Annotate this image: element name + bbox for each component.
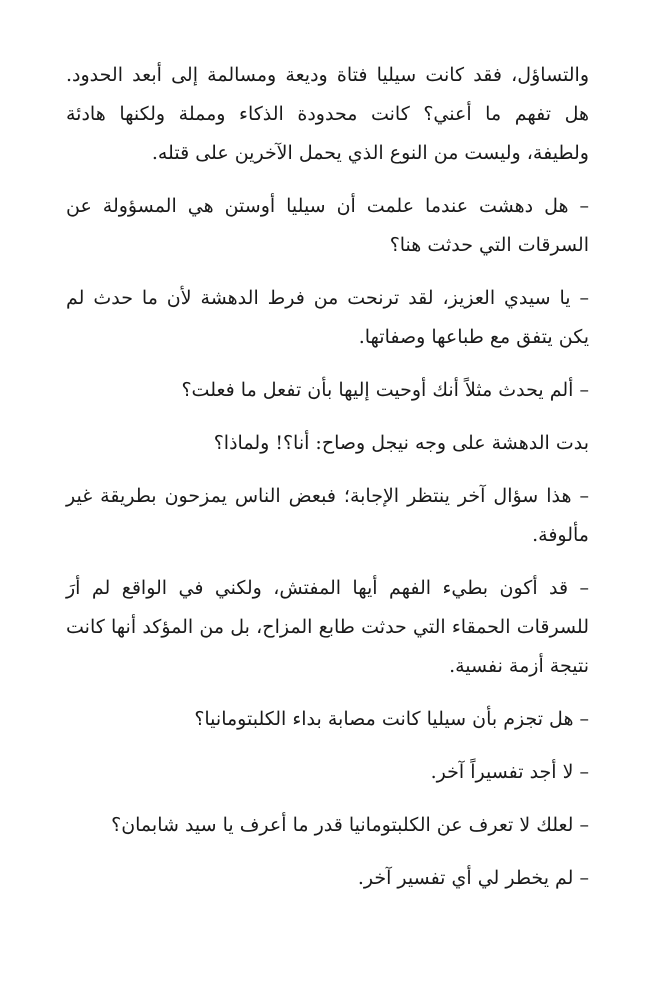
book-page: [66, 56, 589, 980]
paragraph-dialogue: – لعلك لا تعرف عن الكلبتومانيا قدر ما أعرف يا سيد شابمان؟: [111, 814, 589, 836]
paragraph-dialogue: – هل تجزم بأن سيليا كانت مصابة بداء الكلبتومانيا؟: [194, 708, 589, 730]
paragraph-dialogue: – هل دهشت عندما علمت أن سيليا أوستن هي المسؤولة عن السرقات التي حدثت هنا؟: [66, 195, 589, 256]
paragraph-dialogue: – يا سيدي العزيز، لقد ترنحت من فرط الدهشة لأن ما حدث لم يكن يتفق مع طباعها وصفاتها.: [66, 287, 589, 348]
paragraph-dialogue: – قد أكون بطيء الفهم أيها المفتش، ولكني في الواقع لم أرَ للسرقات الحمقاء التي حدثت طابع المزاح، بل من المؤكد أنها كانت نتيجة أزمة نفسية.: [66, 577, 589, 677]
paragraph-dialogue: – ألم يحدث مثلاً أنك أوحيت إليها بأن تفعل ما فعلت؟: [181, 379, 589, 401]
paragraph-narration: بدت الدهشة على وجه نيجل وصاح: أنا؟! ولماذا؟: [213, 432, 589, 454]
paragraph-dialogue: – هذا سؤال آخر ينتظر الإجابة؛ فبعض الناس يمزحون بطريقة غير مألوفة.: [66, 485, 589, 546]
paragraph-narration: والتساؤل، فقد كانت سيليا فتاة وديعة ومسالمة إلى أبعد الحدود. هل تفهم ما أعني؟ كانت محدودة الذكاء ومملة ولكنها هادئة ولطيفة، وليست من النوع الذي يحمل الآخرين على قتله.: [66, 64, 589, 164]
paragraph-dialogue: – لم يخطر لي أي تفسير آخر.: [357, 867, 589, 889]
paragraph-dialogue: – لا أجد تفسيراً آخر.: [430, 761, 589, 783]
